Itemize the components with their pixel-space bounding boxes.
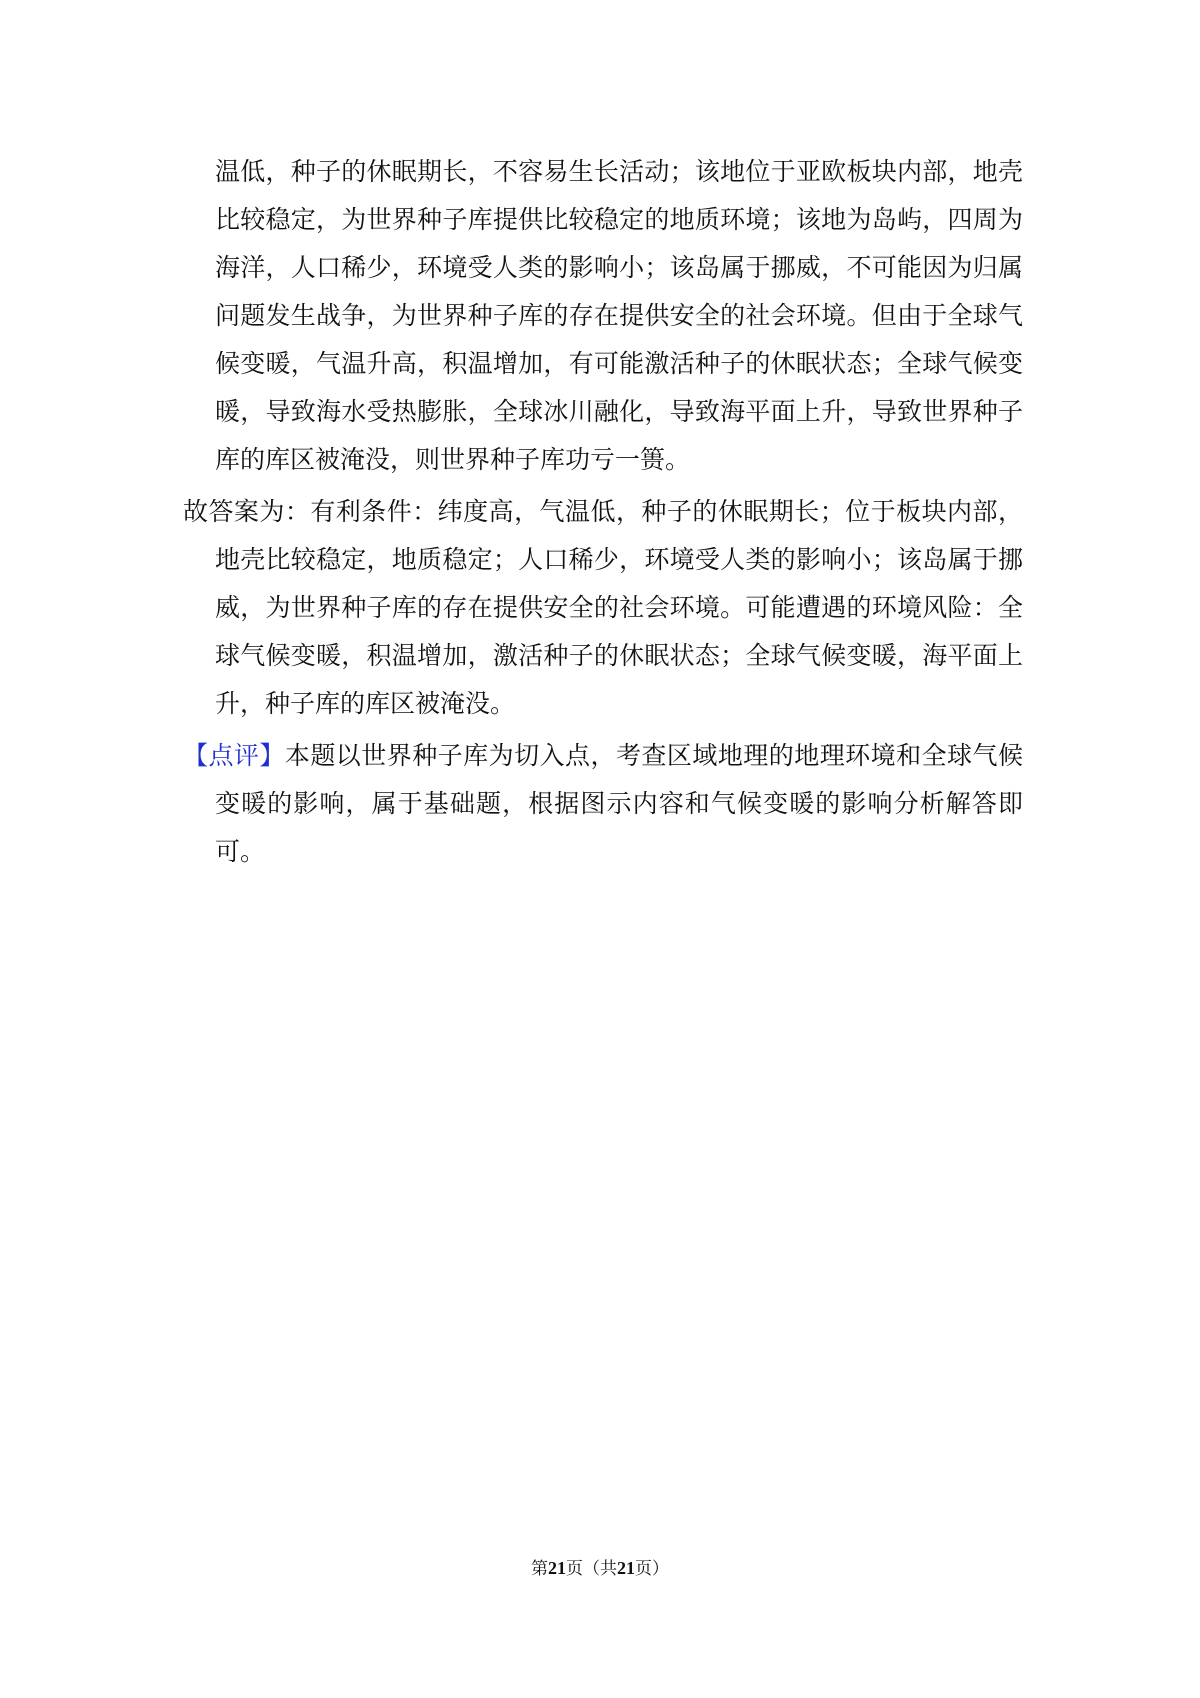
footer-suffix: 页） <box>635 1559 669 1579</box>
page-content <box>183 148 1023 876</box>
remark-text: 本题以世界种子库为切入点，考查区域地理的地理环境和全球气候变暖的影响，属于基础题，根据图示内容和气候变暖的影响分析解答即可。 <box>215 741 1023 866</box>
answer-paragraph: 故答案为：有利条件：纬度高，气温低，种子的休眠期长；位于板块内部，地壳比较稳定，地质稳定；人口稀少，环境受人类的影响小；该岛属于挪威，为世界种子库的存在提供安全的社会环境。可能遭遇的环境风险：全球气候变暖，积温增加，激活种子的休眠状态；全球气候变暖，海平面上升，种子库的库区被淹没。 <box>183 497 1023 718</box>
page-footer <box>0 1556 1200 1581</box>
remark-paragraph <box>183 732 1023 876</box>
footer-middle: 页（共 <box>566 1559 617 1579</box>
footer-prefix: 第 <box>531 1559 548 1579</box>
footer-page-current: 21 <box>548 1558 566 1578</box>
remark-tag: 【点评】 <box>183 741 285 770</box>
analysis-continuation-paragraph: 温低，种子的休眠期长，不容易生长活动；该地位于亚欧板块内部，地壳比较稳定，为世界种子库提供比较稳定的地质环境；该地为岛屿，四周为海洋，人口稀少，环境受人类的影响小；该岛属于挪威，不可能因为归属问题发生战争，为世界种子库的存在提供安全的社会环境。但由于全球气候变暖，气温升高，积温增加，有可能激活种子的休眠状态；全球气候变暖，导致海水受热膨胀，全球冰川融化，导致海平面上升，导致世界种子库的库区被淹没，则世界种子库功亏一篑。 <box>215 157 1023 474</box>
footer-page-total: 21 <box>617 1558 635 1578</box>
